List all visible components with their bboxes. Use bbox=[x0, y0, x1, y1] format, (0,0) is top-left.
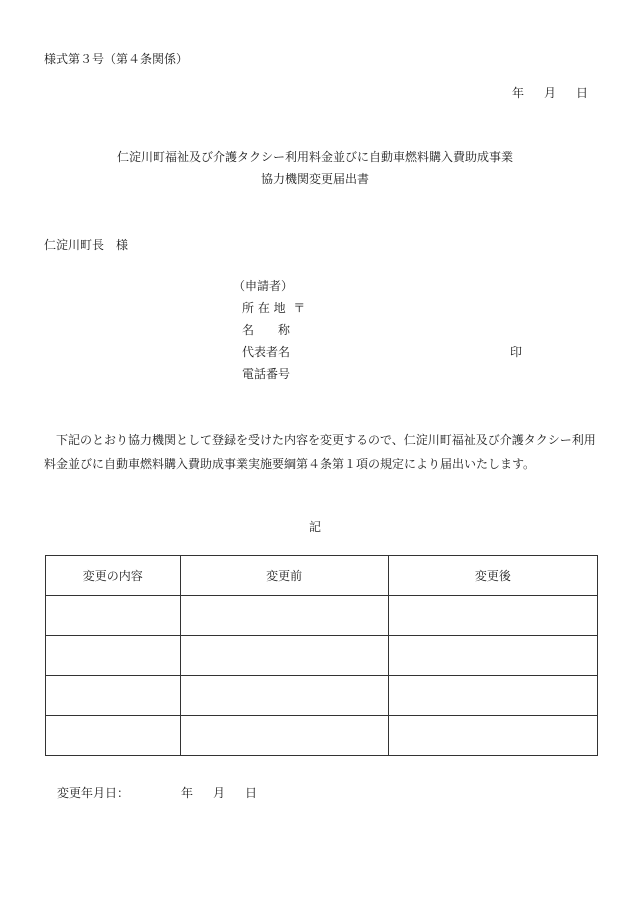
document-title-line1: 仁淀川町福祉及び介護タクシー利用料金並びに自動車燃料購入費助成事業 bbox=[116, 150, 513, 164]
submission-date bbox=[512, 84, 588, 101]
table-row bbox=[46, 636, 598, 676]
name-label: 名 称 bbox=[242, 323, 291, 337]
year-label: 年 bbox=[511, 86, 524, 100]
change-table bbox=[45, 555, 598, 756]
table-cell[interactable] bbox=[180, 596, 388, 636]
day-label: 日 bbox=[575, 86, 588, 100]
postal-mark: 〒 bbox=[293, 301, 306, 315]
table-cell[interactable] bbox=[46, 676, 181, 716]
table-cell[interactable] bbox=[388, 676, 597, 716]
table-cell[interactable] bbox=[388, 636, 597, 676]
table-cell[interactable] bbox=[180, 716, 388, 756]
body-text: 下記のとおり協力機関として登録を受けた内容を変更するので、仁淀川町福祉及び介護タクシー利用料金並びに自動車燃料購入費助成事業実施要綱第４条第１項の規定により届出いたします。 bbox=[44, 433, 596, 471]
form-number: 様式第３号（第４条関係） bbox=[44, 52, 189, 66]
table-row bbox=[46, 676, 598, 716]
addressee: 仁淀川町長 様 bbox=[44, 238, 129, 252]
representative-label: 代表者名 bbox=[242, 345, 291, 359]
seal-mark: 印 bbox=[510, 345, 523, 359]
change-date bbox=[57, 784, 257, 801]
change-day: 日 bbox=[245, 786, 258, 800]
applicant-heading: （申請者） bbox=[233, 279, 294, 293]
phone-label: 電話番号 bbox=[242, 367, 291, 381]
month-label: 月 bbox=[543, 86, 556, 100]
table-cell[interactable] bbox=[180, 676, 388, 716]
change-year: 年 bbox=[181, 786, 194, 800]
change-month: 月 bbox=[213, 786, 226, 800]
header-change-content: 変更の内容 bbox=[46, 556, 181, 596]
change-date-label: 変更年月日： bbox=[57, 786, 130, 800]
table-cell[interactable] bbox=[180, 636, 388, 676]
header-before: 変更前 bbox=[180, 556, 388, 596]
table-cell[interactable] bbox=[46, 636, 181, 676]
address-row bbox=[242, 299, 305, 316]
table-cell[interactable] bbox=[388, 596, 597, 636]
document-title-line2: 協力機関変更届出書 bbox=[260, 172, 369, 186]
address-label: 所 在 地 bbox=[242, 301, 286, 315]
table-row bbox=[46, 716, 598, 756]
table-cell[interactable] bbox=[388, 716, 597, 756]
table-row bbox=[46, 596, 598, 636]
table-header-row bbox=[46, 556, 598, 596]
table-cell[interactable] bbox=[46, 716, 181, 756]
table-cell[interactable] bbox=[46, 596, 181, 636]
header-after: 変更後 bbox=[388, 556, 597, 596]
ki-heading: 記 bbox=[308, 520, 321, 534]
